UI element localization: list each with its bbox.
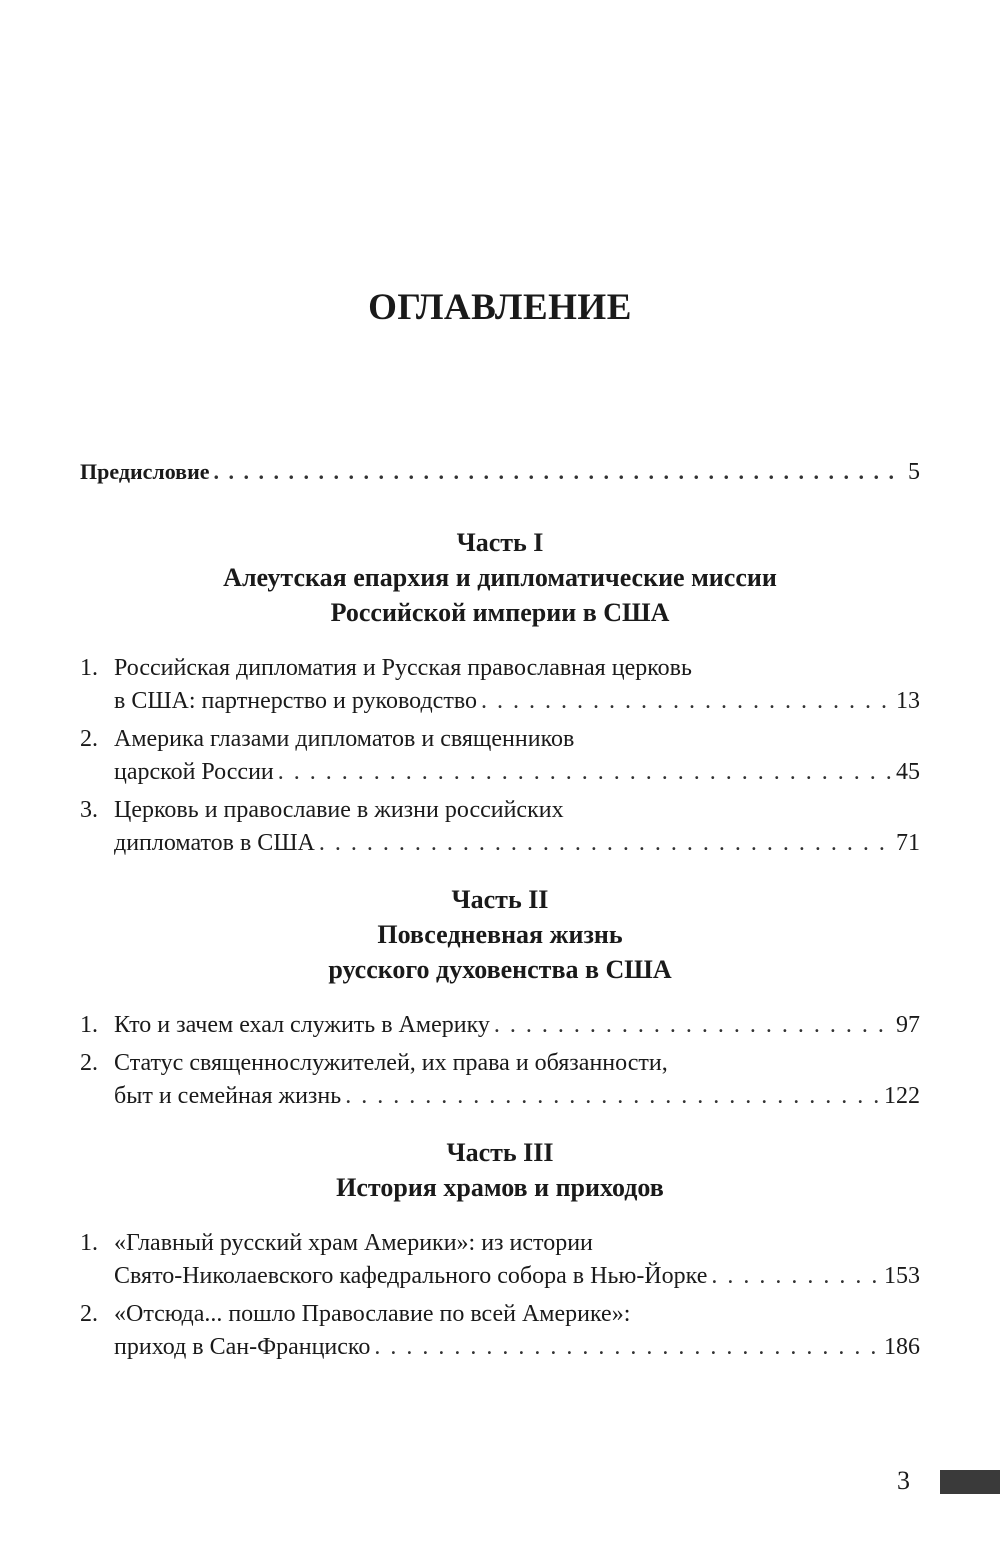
toc-entry-preface [80, 455, 920, 489]
toc-entry [80, 652, 920, 718]
dot-leader [319, 827, 892, 860]
toc-entry [80, 723, 920, 789]
entry-page: 153 [884, 1263, 920, 1289]
dot-leader [481, 685, 892, 718]
entry-title-line: Статус священнослужителей, их права и обязанности, [114, 1050, 668, 1076]
entry-title-line: «Главный русский храм Америки»: из истории [114, 1230, 593, 1256]
entry-number: 1. [80, 1012, 98, 1038]
part-2-heading: Часть II [451, 885, 549, 914]
entry-page: 122 [884, 1083, 920, 1109]
part-2-title-line-2: русского духовенства в США [328, 955, 672, 984]
entry-page: 186 [884, 1334, 920, 1360]
dot-leader [278, 756, 892, 789]
entry-title-line: быт и семейная жизнь [114, 1083, 342, 1109]
entry-number: 1. [80, 1230, 98, 1256]
table-of-contents [80, 455, 920, 1369]
toc-entry [80, 1227, 920, 1293]
preface-label: Предисловие [80, 459, 210, 484]
entry-number: 3. [80, 797, 98, 823]
entry-title-line: царской России [114, 759, 274, 785]
entry-number: 2. [80, 726, 98, 752]
part-3-title-line-1: История храмов и приходов [336, 1173, 664, 1202]
dot-leader [711, 1260, 880, 1293]
entry-title-line: Америка глазами дипломатов и священников [114, 726, 575, 752]
entry-title-line: Церковь и православие в жизни российских [114, 797, 564, 823]
entry-title-line: в США: партнерство и руководство [114, 688, 477, 714]
entry-title-line: дипломатов в США [114, 830, 315, 856]
entry-number: 1. [80, 655, 98, 681]
toc-entry [80, 1298, 920, 1364]
part-2 [80, 882, 920, 1113]
dot-leader [214, 455, 904, 488]
part-3-heading: Часть III [446, 1138, 554, 1167]
toc-entry [80, 1047, 920, 1113]
entry-page: 13 [896, 688, 920, 714]
page-number: 3 [897, 1466, 910, 1495]
entry-title-line: Кто и зачем ехал служить в Америку [114, 1012, 490, 1038]
part-1-title-line-2: Российской империи в США [330, 598, 670, 627]
dot-leader [494, 1009, 892, 1042]
entry-page: 45 [896, 759, 920, 785]
dot-leader [374, 1331, 880, 1364]
entry-title-line: Свято-Николаевского кафедрального собора в Нью-Йорке [114, 1263, 708, 1289]
entry-page: 71 [896, 830, 920, 856]
toc-entry [80, 1009, 920, 1042]
entry-title-line: Российская дипломатия и Русская православная церковь [114, 655, 692, 681]
part-2-title-line-1: Повседневная жизнь [377, 920, 623, 949]
entry-number: 2. [80, 1301, 98, 1327]
page-title: ОГЛАВЛЕНИЕ [368, 287, 632, 328]
part-1-heading: Часть I [456, 528, 544, 557]
entry-title-line: «Отсюда... пошло Православие по всей Америке»: [114, 1301, 631, 1327]
part-3 [80, 1135, 920, 1364]
thumb-index-tab [940, 1470, 1000, 1494]
part-1 [80, 525, 920, 860]
entry-title-line: приход в Сан-Франциско [114, 1334, 371, 1360]
part-1-title-line-1: Алеутская епархия и дипломатические миссии [223, 563, 777, 592]
entry-page: 97 [896, 1012, 920, 1038]
toc-entry [80, 794, 920, 860]
dot-leader [345, 1080, 880, 1113]
entry-number: 2. [80, 1050, 98, 1076]
preface-page: 5 [908, 459, 920, 485]
